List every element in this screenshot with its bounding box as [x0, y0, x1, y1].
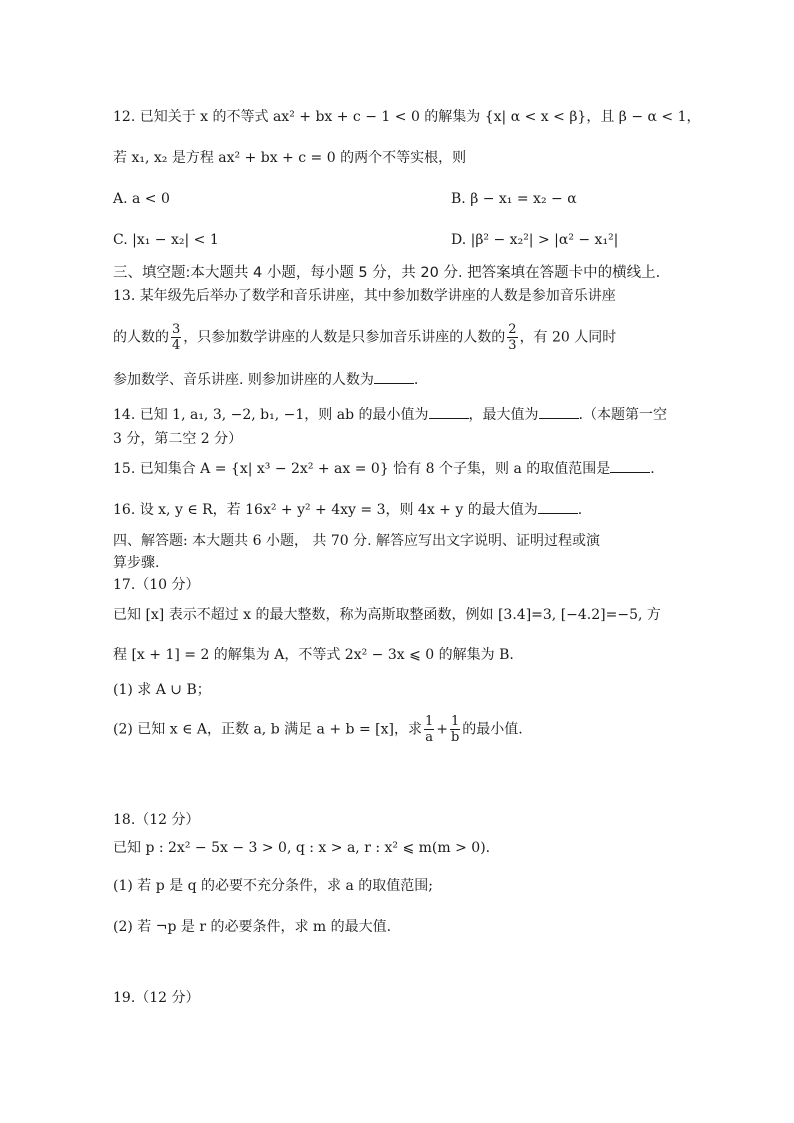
q13-frac2-denominator: 3: [508, 338, 517, 353]
q14-max-blank[interactable]: [539, 417, 579, 419]
q12-option-b: B. β − x₁ = x₂ − α: [451, 191, 577, 207]
q15-end: .: [650, 461, 655, 477]
q17-frac1-denominator: a: [425, 730, 433, 745]
q17-fraction-1-a: [424, 714, 434, 745]
section4-line1: 四、解答题: 本大题共 6 小题， 共 70 分. 解答应写出文字说明、证明过程或演: [113, 533, 601, 549]
q12-line2: 若 x₁, x₂ 是方程 ax² + bx + c = 0 的两个不等实根，则: [113, 150, 467, 166]
q17-header: 17.（10 分）: [113, 577, 200, 593]
q13-text-b: ，只参加数学讲座的人数是只参加音乐讲座的人数的: [183, 329, 506, 346]
section3-heading: 三、填空题:本大题共 4 小题，每小题 5 分，共 20 分. 把答案填在答题卡中的横线上.: [113, 265, 661, 281]
q17-frac2-denominator: b: [450, 730, 460, 745]
q13-frac1-numerator: 3: [172, 322, 181, 337]
q15-line: [113, 459, 655, 479]
q12-option-a: A. a < 0: [113, 191, 170, 207]
q14-min-blank[interactable]: [429, 417, 469, 419]
q13-text-a: 的人数的: [113, 329, 169, 346]
q14-text-c: .（本题第一空: [578, 407, 667, 423]
q12-line1: 12. 已知关于 x 的不等式 ax² + bx + c − 1 < 0 的解集为 {x| α < x < β}，且 β − α < 1，: [113, 109, 701, 125]
q16-answer-blank[interactable]: [538, 512, 578, 514]
q17-frac1-numerator: 1: [424, 714, 434, 729]
q15-text: 15. 已知集合 A = {x| x³ − 2x² + ax = 0} 恰有 8 个子集，则 a 的取值范围是: [113, 461, 611, 477]
q14-text-b: ，最大值为: [468, 407, 539, 423]
q17-line2: 程 [x + 1] = 2 的解集为 A，不等式 2x² − 3x ⩽ 0 的解集为 B.: [113, 647, 514, 663]
q17-part2: [113, 714, 523, 745]
q16-text: 16. 设 x, y ∈ R，若 16x² + y² + 4xy = 3，则 4x + y 的最大值为: [113, 502, 538, 518]
q16-line: [113, 500, 582, 520]
q17-plus: +: [436, 721, 448, 738]
q17-frac2-numerator: 1: [450, 714, 460, 729]
q13-fraction-3-4: [171, 322, 181, 353]
q14-line1: [113, 405, 667, 425]
q18-header: 18.（12 分）: [113, 812, 200, 828]
q17-line1: 已知 [x] 表示不超过 x 的最大整数，称为高斯取整函数，例如 [3.4]=3, [−4.2]=−5, 方: [113, 607, 661, 623]
q12-option-c: C. |x₁ − x₂| < 1: [113, 232, 219, 248]
q13-frac1-denominator: 4: [172, 338, 181, 353]
q17-part2-text-a: (2) 已知 x ∈ A，正数 a, b 满足 a + b = [x]，求: [113, 721, 422, 738]
q18-part1: (1) 若 p 是 q 的必要不充分条件，求 a 的取值范围;: [113, 878, 433, 894]
q13-line1: 13. 某年级先后举办了数学和音乐讲座，其中参加数学讲座的人数是参加音乐讲座: [113, 288, 616, 304]
q17-part2-text-b: 的最小值.: [462, 721, 523, 738]
q13-line3-text: 参加数学、音乐讲座. 则参加讲座的人数为: [113, 372, 374, 388]
q12-option-d: D. |β² − x₂²| > |α² − x₁²|: [451, 232, 619, 248]
q13-fraction-2-3: [507, 322, 517, 353]
q13-text-c: ，有 20 人同时: [519, 329, 617, 346]
q14-text-a: 14. 已知 1, a₁, 3, −2, b₁, −1，则 ab 的最小值为: [113, 407, 429, 423]
q17-part1: (1) 求 A ∪ B；: [113, 682, 211, 698]
q13-line3: [113, 370, 418, 390]
q19-header: 19.（12 分）: [113, 990, 200, 1006]
q17-fraction-1-b: [450, 714, 460, 745]
q14-line2: 3 分，第二空 2 分）: [113, 431, 243, 447]
section4-line2: 算步骤.: [113, 555, 160, 571]
q18-part2: (2) 若 ¬p 是 r 的必要条件，求 m 的最大值.: [113, 919, 392, 935]
q16-end: .: [577, 502, 583, 518]
q13-line3-end: .: [413, 372, 419, 388]
q13-frac2-numerator: 2: [508, 322, 517, 337]
q18-line1: 已知 p : 2x² − 5x − 3 > 0, q : x > a, r : x² ⩽ m(m > 0).: [113, 840, 491, 856]
q13-answer-blank[interactable]: [374, 382, 414, 384]
q15-answer-blank[interactable]: [610, 471, 650, 473]
q13-line2: [113, 322, 616, 353]
